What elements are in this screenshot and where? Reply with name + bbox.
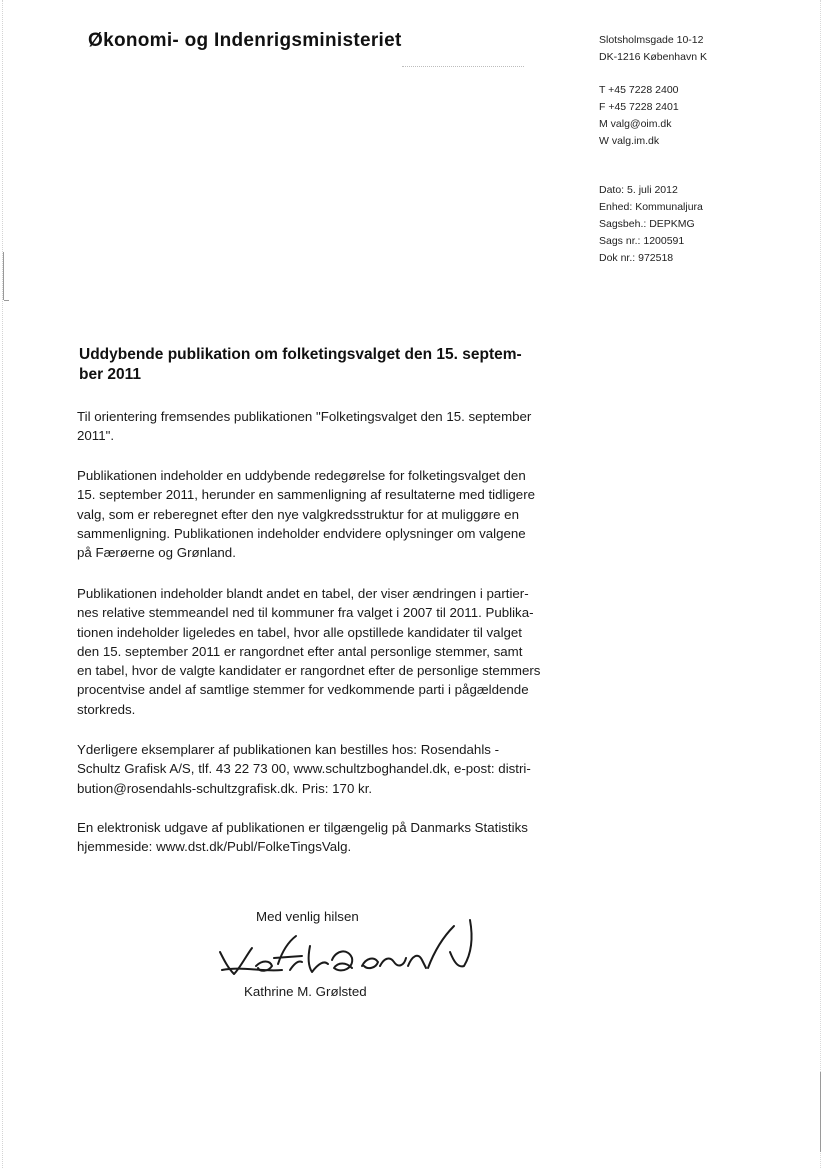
paragraph-contents [77,466,567,562]
scan-mark [4,300,9,301]
meta-date: Dato: 5. juli 2012 [599,184,678,196]
text-line: sammenligning. Publikationen indeholder endvidere oplysninger om valgene [77,525,526,541]
scan-edge-right [820,0,822,1168]
address-street: Slotsholmsgade 10-12 [599,34,704,46]
text-line: procentvise andel af samtlige stemmer for vedkommende parti i pågældende [77,682,529,698]
text-line: en tabel, hvor de valgte kandidater er rangordnet efter de personlige stemmers [77,663,541,679]
text-line: hjemmeside: www.dst.dk/Publ/FolkeTingsValg. [77,839,352,855]
contact-fax: F +45 7228 2401 [599,101,679,113]
text-line: 15. september 2011, herunder en sammenligning af resultaterne med tidligere [77,487,536,503]
text-line: Yderligere eksemplarer af publikationen kan bestilles hos: Rosendahls - [77,742,500,757]
text-line: 2011". [77,428,115,444]
text-line: Schultz Grafisk A/S, tlf. 43 22 73 00, www.schultzboghandel.dk, e-post: distri- [77,761,531,777]
text-line: valg, som er reberegnet efter den nye valgkredsstruktur for at muliggøre en [77,506,519,522]
scan-edge-left [2,0,4,1168]
text-line: på Færøerne og Grønland. [77,545,236,561]
subject-line: Uddybende publikation om folketingsvalget den 15. septem- [79,346,522,363]
signature-text: Kathrine M. Grølsted [212,912,222,913]
address-block [599,32,707,66]
letter-subject [79,345,564,385]
signer-name: Kathrine M. Grølsted [244,984,367,999]
contact-mail: M valg@oim.dk [599,118,672,130]
paragraph-tables [77,584,567,719]
meta-case-number: Sags nr.: 1200591 [599,235,685,247]
contact-phone: T +45 7228 2400 [599,84,679,96]
scan-mark [820,1072,821,1152]
address-city: DK-1216 København K [599,51,707,63]
closing-greeting: Med venlig hilsen [256,909,359,924]
text-line: bution@rosendahls-schultzgrafisk.dk. Pris: 170 kr. [77,780,373,796]
meta-unit: Enhed: Kommunaljura [599,201,703,213]
meta-handler: Sagsbeh.: DEPKMG [599,218,695,230]
text-line: Til orientering fremsendes publikationen "Folketingsvalget den 15. september [77,409,532,424]
text-line: Publikationen indeholder blandt andet en tabel, der viser ændringen i partier- [77,586,529,601]
header-divider [402,66,524,67]
meta-document-number: Dok nr.: 972518 [599,252,674,264]
subject-line: ber 2011 [79,366,142,383]
ministry-name: Økonomi- og Indenrigsministeriet [88,30,402,51]
paragraph-ordering [77,740,567,798]
scan-mark [3,252,4,300]
text-line: den 15. september 2011 er rangordnet efter antal personlige stemmer, samt [77,643,523,659]
text-line: En elektronisk udgave af publikationen er tilgængelig på Danmarks Statistiks [77,820,528,835]
text-line: nes relative stemmeandel ned til kommuner fra valget i 2007 til 2011. Publika- [77,605,534,621]
text-line: Publikationen indeholder en uddybende redegørelse for folketingsvalget den [77,468,526,483]
text-line: tionen indeholder ligeledes en tabel, hvor alle opstillede kandidater til valget [77,624,523,640]
contact-web: W valg.im.dk [599,135,660,147]
paragraph-electronic [77,818,567,857]
case-metadata [599,182,703,267]
text-line: storkreds. [77,701,136,717]
contact-block [599,82,679,150]
handwritten-signature [212,912,492,992]
paragraph-orientation [77,407,567,446]
